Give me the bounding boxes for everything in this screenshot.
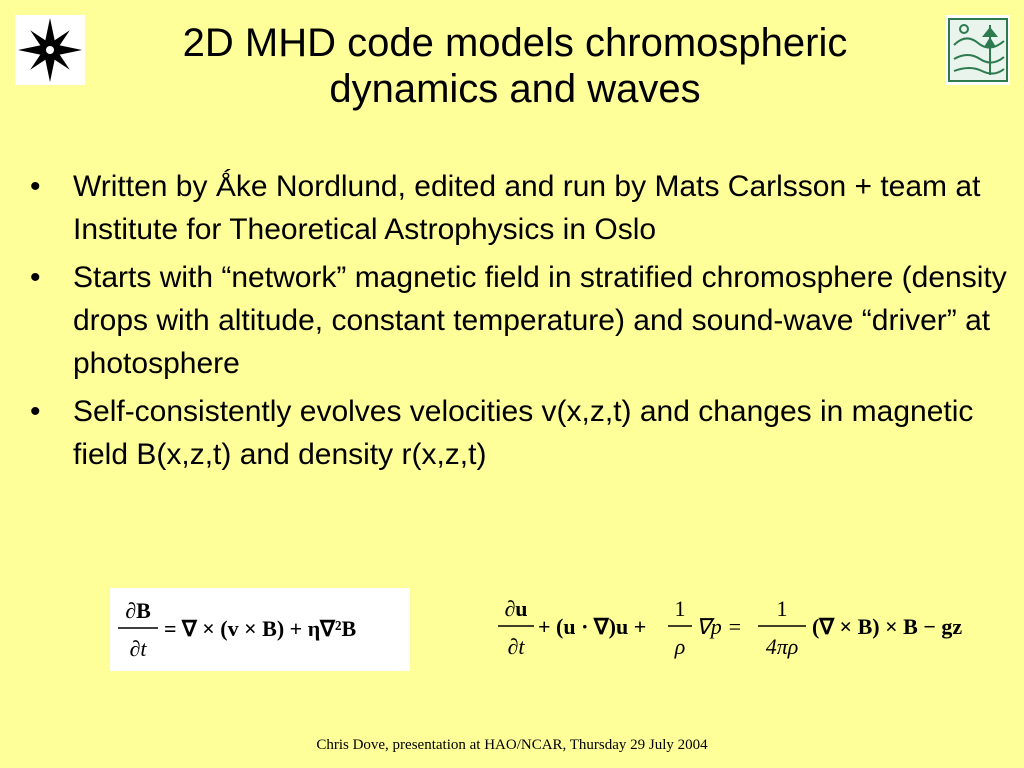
eq2-frac1-numerator: ∂u — [504, 596, 528, 621]
eq2-frac1-denominator: ∂t — [507, 634, 525, 659]
bullet-icon: • — [30, 170, 41, 203]
institute-logo-graphic — [946, 15, 1010, 85]
eq2-frac2-numerator: 1 — [674, 596, 686, 621]
eq1-numerator: ∂B — [125, 598, 151, 623]
eq1-denominator: ∂t — [129, 636, 147, 661]
eq2-mid: + (u · ∇)u + — [538, 614, 647, 639]
bullet-item — [30, 165, 1015, 251]
eq1-rhs: = ∇ × (v × B) + η∇²B — [164, 616, 357, 641]
institute-logo-icon — [946, 15, 1010, 85]
star-logo-icon — [15, 15, 85, 85]
bullet-item — [30, 390, 1015, 476]
eq2-tail: (∇ × B) × B − gz — [812, 614, 963, 639]
bullet-icon: • — [30, 261, 41, 294]
bullet-text: Starts with “network” magnetic field in stratified chromosphere (density drops with altitude, constant temperature) and sound-wave “driver” at photosphere — [73, 261, 1007, 380]
title-line-1: 2D MHD code models chromospheric — [182, 21, 848, 65]
slide-title — [100, 20, 930, 112]
bullet-text: Self-consistently evolves velocities v(x,z,t) and changes in magnetic field B(x,z,t) and density r(x,z,t) — [73, 395, 974, 471]
eq2-mid2: ∇p = — [696, 614, 743, 639]
bullet-text: Written by Ǻke Nordlund, edited and run by Mats Carlsson + team at Institute for Theoretical Astrophysics in Oslo — [73, 170, 981, 246]
eq2-frac3-denominator: 4πρ — [765, 634, 799, 659]
momentum-equation — [492, 588, 992, 671]
bullet-list — [30, 165, 1015, 481]
star-logo-graphic — [15, 15, 85, 85]
title-line-2: dynamics and waves — [329, 67, 701, 111]
induction-equation — [110, 588, 410, 671]
eq2-frac2-denominator: ρ — [674, 634, 686, 659]
eq2-frac3-numerator: 1 — [776, 596, 788, 621]
slide-footer: Chris Dove, presentation at HAO/NCAR, Thursday 29 July 2004 — [316, 737, 708, 753]
bullet-icon: • — [30, 395, 41, 428]
bullet-item — [30, 256, 1015, 385]
